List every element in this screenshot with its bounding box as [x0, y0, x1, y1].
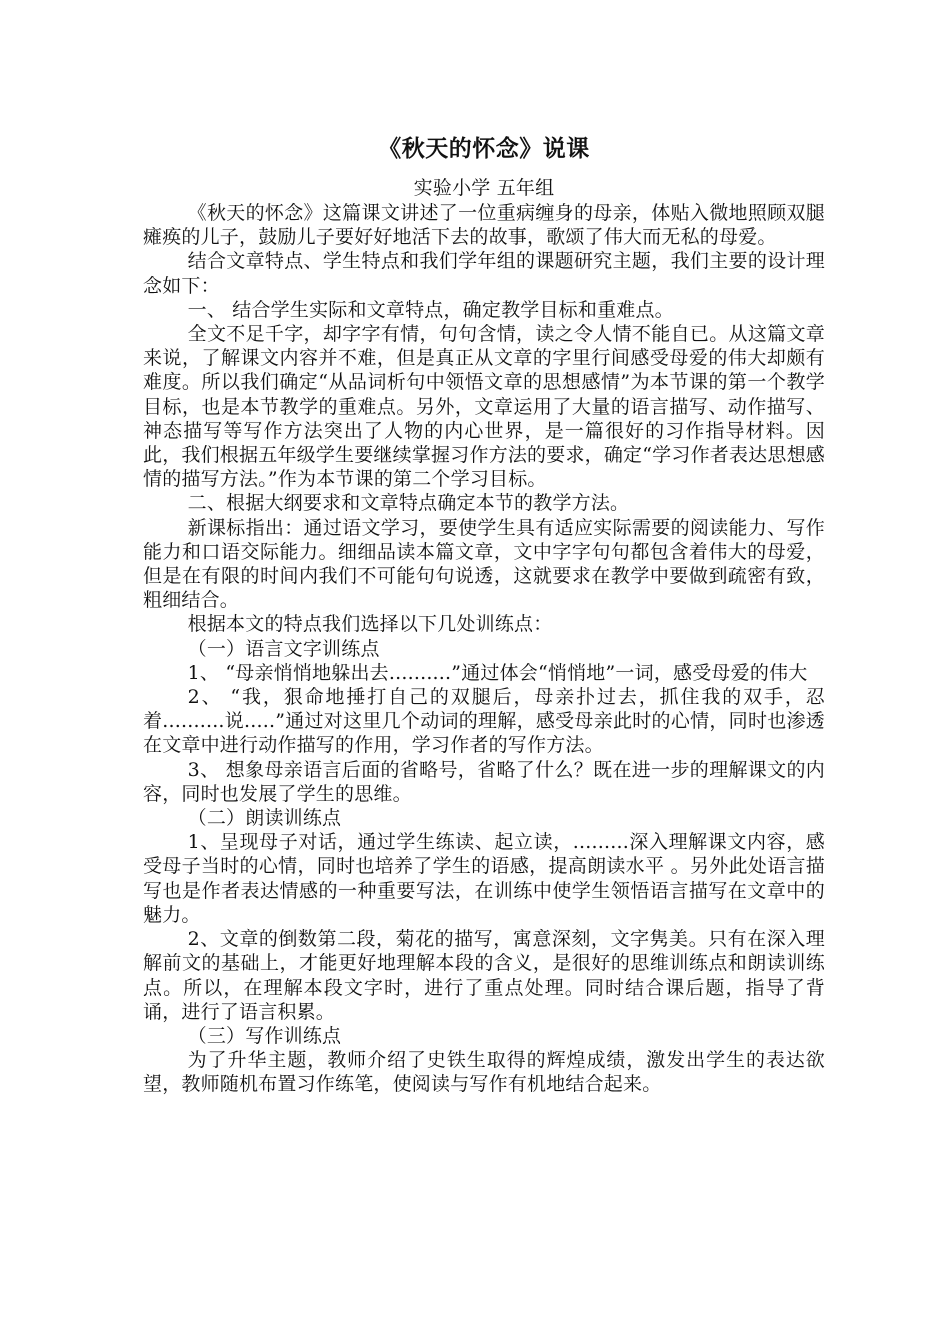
document-title: 《秋天的怀念》说课: [378, 135, 590, 162]
writing-paragraph: 为了升华主题，教师介绍了史铁生取得的辉煌成绩，激发出学生的表达欲望，教师随机布置习作练笔，使阅读与写作有机地结合起来。: [143, 1049, 825, 1096]
section-heading-2: 二、根据大纲要求和文章特点确定本节的教学方法。: [187, 492, 630, 515]
intro-paragraph: 《秋天的怀念》这篇课文讲述了一位重病缠身的母亲，体贴入微地照顾双腿瘫痪的儿子，鼓励儿子要好好地活下去的故事，歌颂了伟大而无私的母爱。: [143, 202, 825, 249]
reading-point-2: 2、文章的倒数第二段，菊花的描写，寓意深刻，文字隽美。只有在深入理解前文的基础上，才能更好地理解本段的含义，是很好的思维训练点和朗读训练点。所以，在理解本段文字时，进行了重点处理。同时结合课后题，指导了背诵，进行了语言积累。: [143, 928, 825, 1023]
language-point-2: 2、 “我，狠命地捶打自己的双腿后，母亲扑过去，抓住我的双手，忍着..........说.....”通过对这里几个动词的理解，感受母亲此时的心情，同时也渗透在文章中进行动作描写的作用，学习作者的写作方法。: [143, 686, 825, 757]
subheading-language: （一）语言文字训练点: [187, 637, 380, 660]
training-points-intro: 根据本文的特点我们选择以下几处训练点：: [187, 613, 553, 636]
document-subtitle: 实验小学 五年组: [413, 177, 555, 199]
section-heading-1: 一、 结合学生实际和文章特点，确定教学目标和重难点。: [187, 298, 674, 321]
design-concept-paragraph: 结合文章特点、学生特点和我们学年组的课题研究主题，我们主要的设计理念如下：: [143, 250, 825, 297]
language-point-1: 1、 “母亲悄悄地躲出去..........”通过体会“悄悄地”一词，感受母爱的伟大: [187, 661, 808, 684]
objectives-paragraph: 全文不足千字，却字字有情，句句含情，读之令人情不能自已。从这篇文章来说，了解课文内容并不难，但是真正从文章的字里行间感受母爱的伟大却颇有难度。所以我们确定“从品词析句中领悟文章的思想感情”为本节课的第一个教学目标，也是本节教学的重难点。另外，文章运用了大量的语言描写、动作描写、神态描写等写作方法突出了人物的内心世界，是一篇很好的习作指导材料。因此，我们根据五年级学生要继续掌握习作方法的要求，确定“学习作者表达思想感情的描写方法。”作为本节课的第二个学习目标。: [143, 323, 825, 491]
subheading-writing: （三）写作训练点: [187, 1024, 342, 1047]
document-body: [143, 133, 825, 1097]
curriculum-paragraph: 新课标指出：通过语文学习，要使学生具有适应实际需要的阅读能力、写作能力和口语交际能力。细细品读本篇文章，文中字字句句都包含着伟大的母爱，但是在有限的时间内我们不可能句句说透，这就要求在教学中要做到疏密有致，粗细结合。: [143, 516, 825, 612]
reading-point-1: 1、呈现母子对话，通过学生练读、起立读，.........深入理解课文内容，感受母子当时的心情，同时也培养了学生的语感，提高朗读水平 。另外此处语言描写也是作者表达情感的一种重要写法，在训练中使学生领悟语言描写在文章中的魅力。: [143, 831, 825, 926]
language-point-3: 3、 想象母亲语言后面的省略号，省略了什么？既在进一步的理解课文的内容，同时也发展了学生的思维。: [143, 758, 825, 805]
subheading-reading: （二）朗读训练点: [187, 807, 342, 830]
